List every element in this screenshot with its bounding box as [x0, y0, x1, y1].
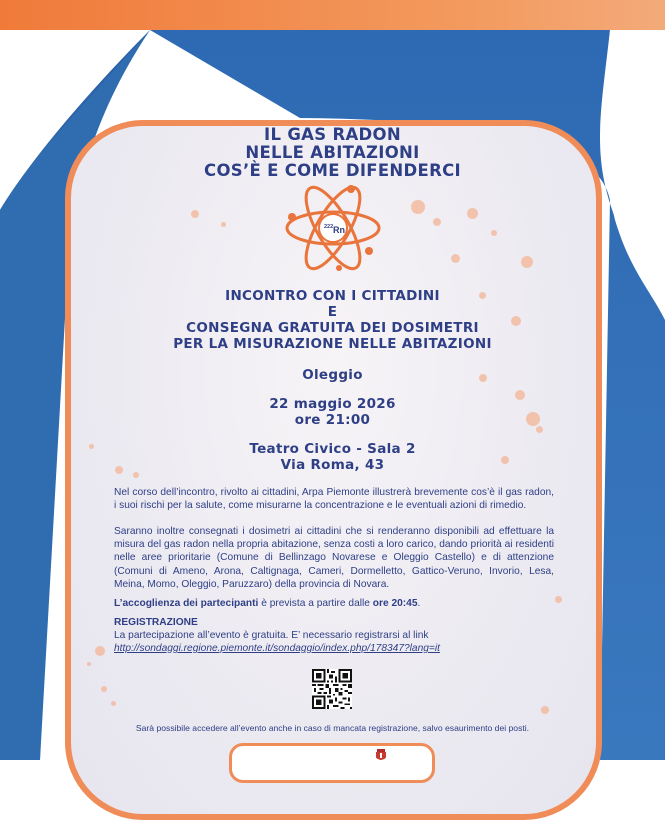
welcome-mid: è prevista a partire dalle [258, 598, 373, 609]
welcome-bold: L’accoglienza dei partecipanti [114, 598, 259, 609]
event-address: Via Roma, 43 [280, 457, 385, 473]
decorative-bubble [433, 218, 441, 226]
registration-text: La partecipazione all’evento è gratuita. E’ necessario registrarsi al link [114, 630, 429, 641]
description-paragraph-2: Saranno inoltre consegnati i dosimetri ai cittadini che si renderanno disponibili ad effettuare la misura del gas radon nella propria abitazione, senza costi a loro carico, dando priorità ai residenti nelle aree prioritarie (Comune di Bellinzago Novarese e Oleggio Castello) e di attenzione (Comuni di Ameno, Arona, Caltignaga, Cameri, Dormelletto, Gattico-Veruno, Invorio, Lesa, Meina, Momo, Oleggio, Paruzzaro) della provincia di Novara. [114, 526, 554, 590]
welcome-time: ore 20:45 [372, 598, 418, 609]
main-title-line-3: COS’È E COME DIFENDERCI [204, 161, 461, 180]
decorative-bubble [491, 230, 497, 236]
decorative-bubble [95, 646, 105, 656]
footer-note: Sarà possibile accedere all’evento anche in caso di mancata registrazione, salvo esaurimento dei posti. [135, 723, 530, 733]
decorative-bubble [101, 686, 107, 692]
main-title-line-2: NELLE ABITAZIONI [245, 143, 420, 162]
registration-title: REGISTRAZIONE [114, 617, 198, 628]
event-title-line-1: INCONTRO CON I CITTADINI [225, 288, 440, 304]
event-venue: Teatro Civico - Sala 2 [249, 441, 416, 457]
welcome-end: . [417, 598, 421, 609]
atom-element-symbol: Rn [333, 225, 345, 235]
event-title [0, 288, 665, 352]
decorative-bubble [451, 254, 460, 263]
decorative-bubble [541, 706, 549, 714]
radon-atom-icon [283, 181, 383, 275]
decorative-bubble [221, 222, 226, 227]
decorative-bubble [521, 256, 533, 268]
decorative-bubble [467, 208, 478, 219]
event-title-line-3: CONSEGNA GRATUITA DEI DOSIMETRI [186, 320, 479, 336]
decorative-bubble [191, 210, 199, 218]
welcome-note [114, 597, 554, 610]
atom-mass-number: 222 [324, 224, 334, 230]
event-time: ore 21:00 [294, 412, 371, 428]
municipal-crest-icon [375, 749, 387, 760]
main-title-line-1: IL GAS RADON [264, 125, 401, 144]
decorative-bubble [411, 200, 425, 214]
event-date: 22 maggio 2026 [269, 396, 396, 412]
decorative-bubble [111, 701, 116, 706]
bottom-logo-box [229, 743, 435, 783]
qr-code-icon[interactable] [312, 669, 352, 709]
event-title-line-2: E [327, 304, 338, 320]
decorative-bubble [87, 662, 91, 666]
decorative-bubble [555, 596, 562, 603]
event-city: Oleggio [302, 367, 363, 383]
registration-link[interactable]: http://sondaggi.regione.piemonte.it/sondaggio/index.php/178347?lang=it [114, 643, 440, 654]
description-paragraph-1: Nel corso dell’incontro, rivolto ai cittadini, Arpa Piemonte illustrerà brevemente cos’è il gas radon, i suoi rischi per la salute, come misurarne la concentrazione e le eventuali azioni di rimedio. [114, 487, 554, 512]
main-title [0, 126, 665, 180]
event-title-line-4: PER LA MISURAZIONE NELLE ABITAZIONI [173, 336, 492, 352]
